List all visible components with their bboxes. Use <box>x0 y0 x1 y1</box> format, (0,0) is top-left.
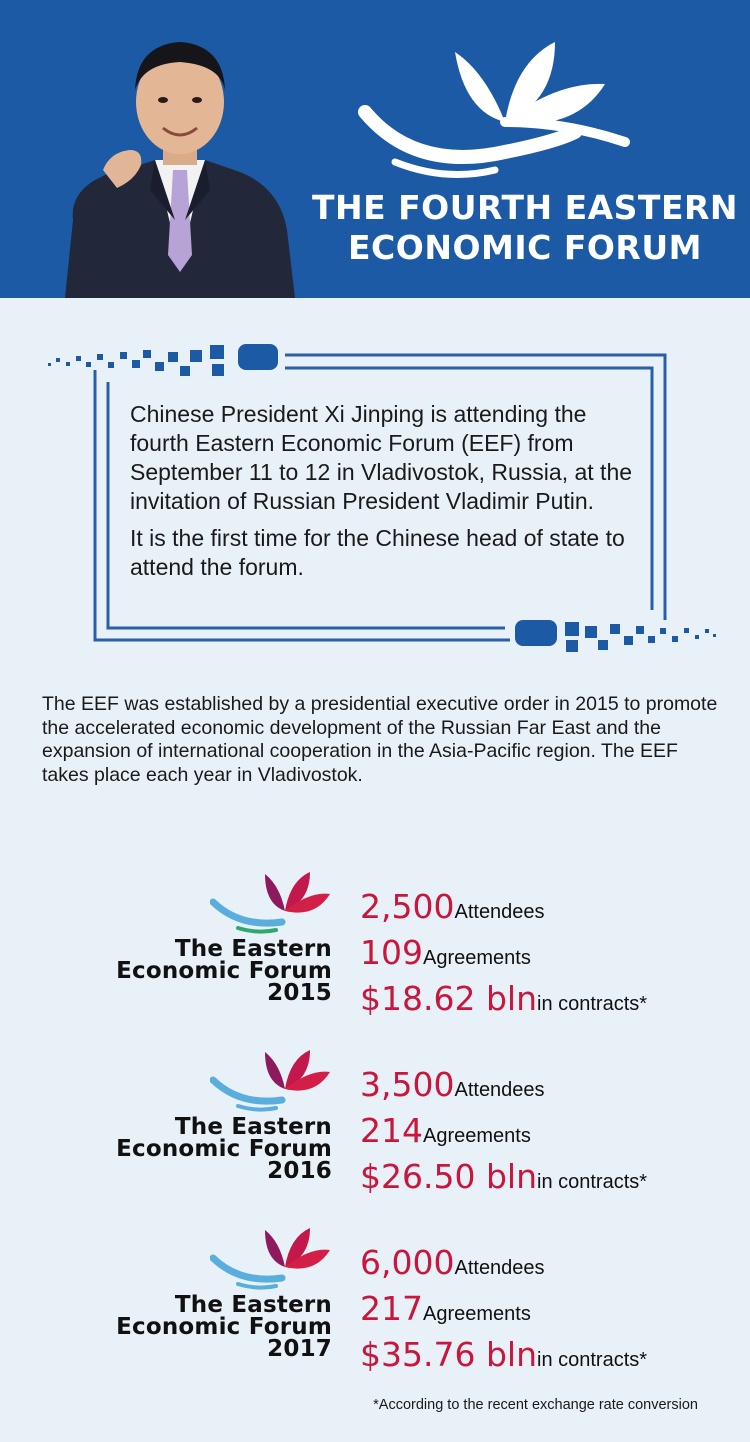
eef-description: The EEF was established by a presidential executive order in 2015 to promote the accelerated economic development of the Russian Far East and the expansion of international cooperation in the Asia-Pacific region. The EEF takes place each year in Vladivostok. <box>42 693 718 786</box>
agreements-value: 109 <box>360 933 423 972</box>
attendees-stat <box>360 1062 740 1108</box>
contracts-stat <box>360 1154 740 1200</box>
agreements-value: 214 <box>360 1111 423 1150</box>
forum-name <box>60 938 332 1004</box>
forum-year: 2015 <box>267 980 332 1006</box>
intro-text <box>130 400 650 582</box>
contracts-label: in contracts* <box>537 1349 648 1371</box>
attendees-stat <box>360 1240 740 1286</box>
forum-lotus-icon <box>210 866 332 934</box>
forum-name-line-2: Economic Forum <box>116 1136 332 1162</box>
agreements-label: Agreements <box>423 1303 531 1325</box>
forum-year: 2016 <box>267 1158 332 1184</box>
contracts-label: in contracts* <box>537 1171 648 1193</box>
forum-name-line-2: Economic Forum <box>116 958 332 984</box>
contracts-label: in contracts* <box>537 993 648 1015</box>
attendees-value: 2,500 <box>360 887 455 926</box>
attendees-label: Attendees <box>454 1079 545 1101</box>
forum-name-line-1: The Eastern <box>174 1114 332 1140</box>
attendees-value: 6,000 <box>360 1243 455 1282</box>
forum-name-line-2: Economic Forum <box>116 1314 332 1340</box>
title-line-1: THE FOURTH EASTERN <box>311 188 739 227</box>
contracts-value: $35.76 bln <box>360 1335 537 1374</box>
header-banner <box>0 0 750 298</box>
agreements-stat <box>360 930 740 976</box>
contracts-value: $26.50 bln <box>360 1157 537 1196</box>
agreements-label: Agreements <box>423 1125 531 1147</box>
agreements-stat <box>360 1108 740 1154</box>
title-line-2: ECONOMIC FORUM <box>348 228 702 267</box>
forum-2015-block <box>0 862 750 1018</box>
forum-stats <box>360 1062 740 1200</box>
footnote: *According to the recent exchange rate conversion <box>373 1397 698 1413</box>
forum-name-line-1: The Eastern <box>174 1292 332 1318</box>
forum-2017-block <box>0 1218 750 1374</box>
attendees-label: Attendees <box>454 901 545 923</box>
contracts-value: $18.62 bln <box>360 979 537 1018</box>
forum-name <box>60 1116 332 1182</box>
page-title <box>300 188 750 268</box>
agreements-stat <box>360 1286 740 1332</box>
lotus-logo-icon <box>355 22 655 192</box>
agreements-value: 217 <box>360 1289 423 1328</box>
forum-stats <box>360 1240 740 1378</box>
forum-stats <box>360 884 740 1022</box>
contracts-stat <box>360 1332 740 1378</box>
intro-paragraph-2: It is the first time for the Chinese head of state to attend the forum. <box>130 525 625 580</box>
attendees-stat <box>360 884 740 930</box>
intro-paragraph-1: Chinese President Xi Jinping is attending the fourth Eastern Economic Forum (EEF) from September 11 to 12 in Vladivostok, Russia, at the invitation of Russian President Vladimir Putin. <box>130 401 633 514</box>
forum-lotus-icon <box>210 1222 332 1290</box>
attendees-value: 3,500 <box>360 1065 455 1104</box>
forum-name-line-1: The Eastern <box>174 936 332 962</box>
person-portrait-icon <box>55 20 305 298</box>
forum-2016-block <box>0 1040 750 1196</box>
forum-year: 2017 <box>267 1336 332 1362</box>
forum-name <box>60 1294 332 1360</box>
attendees-label: Attendees <box>454 1257 545 1279</box>
forum-lotus-icon <box>210 1044 332 1112</box>
agreements-label: Agreements <box>423 947 531 969</box>
contracts-stat <box>360 976 740 1022</box>
